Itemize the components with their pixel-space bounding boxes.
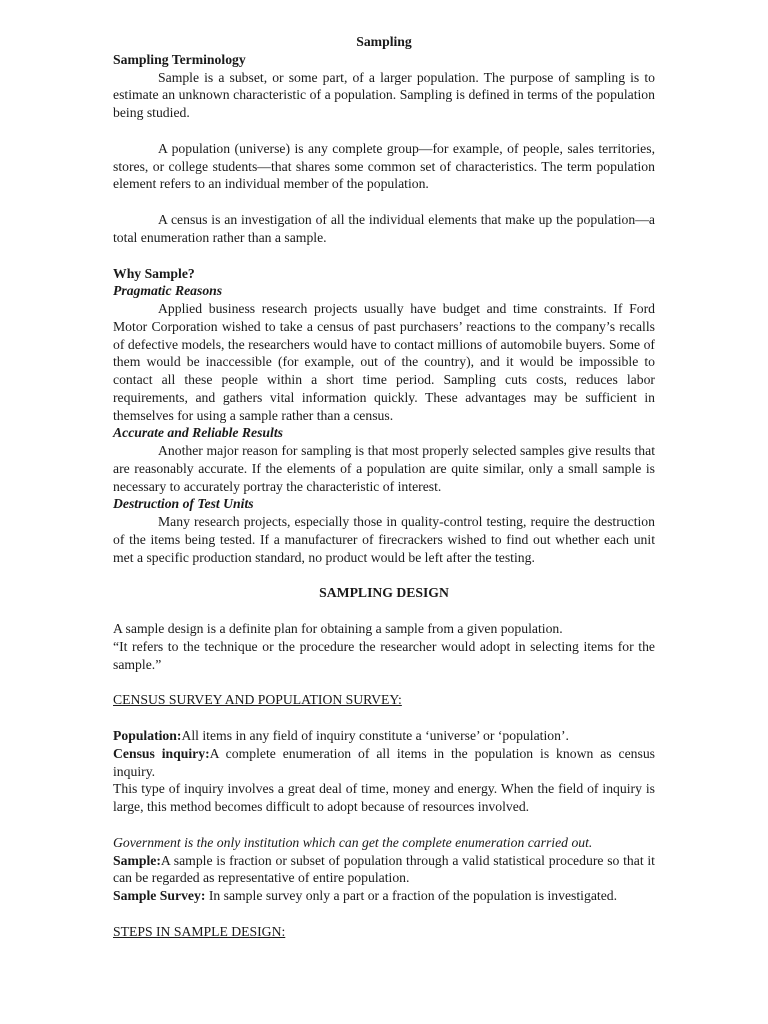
sample-survey-text: In sample survey only a part or a fraction of the population is investigated. [205, 888, 618, 903]
paragraph-destruction-test-units: Many research projects, especially those in quality-control testing, require the destruction of the items being tested. If a manufacturer of firecrackers wished to find out whether each unit met a specific production standard, no product would be left after the testing. [113, 514, 655, 565]
section-heading-why-sample: Why Sample? [113, 265, 195, 281]
sample-label: Sample: [113, 852, 161, 868]
paragraph-design-definition: A sample design is a definite plan for obtaining a sample from a given population. [113, 621, 563, 636]
paragraph-census-definition: A census is an investigation of all the individual elements that make up the population—a total enumeration rather than a sample. [113, 212, 655, 245]
section-heading-steps: STEPS IN SAMPLE DESIGN: [113, 923, 286, 939]
subheading-destruction-test-units: Destruction of Test Units [113, 496, 254, 512]
paragraph-sample [113, 852, 655, 888]
subheading-accurate-results: Accurate and Reliable Results [113, 425, 283, 441]
paragraph-accurate-results: Another major reason for sampling is that most properly selected samples give results that are reasonably accurate. If the elements of a population are quite similar, only a small sample is necessary to accurately portray the characteristic of interest. [113, 443, 655, 494]
paragraph-census-inquiry-note: This type of inquiry involves a great deal of time, money and energy. When the field of inquiry is large, this method becomes difficult to adopt because of resources involved. [113, 781, 655, 814]
census-inquiry-text: A complete enumeration of all items in the population is known as census inquiry. [113, 745, 655, 779]
paragraph-sample-definition: Sample is a subset, or some part, of a larger population. The purpose of sampling is to estimate an unknown characteristic of a population. Sampling is defined in terms of the population being studied. [113, 69, 655, 120]
paragraph-population-definition: A population (universe) is any complete group—for example, of people, sales territories, stores, or college students—that shares some common set of characteristics. The term population element refers to an individual member of the population. [113, 140, 655, 192]
subheading-pragmatic-reasons: Pragmatic Reasons [113, 283, 223, 299]
section-heading-terminology: Sampling Terminology [113, 51, 246, 67]
paragraph-government-note: Government is the only institution which can get the complete enumeration carried out. [113, 834, 593, 850]
paragraph-pragmatic-reasons: Applied business research projects usually have budget and time constraints. If Ford Motor Corporation wished to take a census of past purchasers’ reactions to the company’s recalls of defective models, the researchers would have to contact millions of automobile buyers. Some of them would be inaccessible (for example, out of the country), and it would be impossible to contact all these people within a short time period. Sampling cuts costs, reduces labor requirements, and gathers vital information quickly. These advantages may be sufficient in themselves for using a sample rather than a census. [113, 301, 655, 423]
page-title: Sampling [356, 34, 412, 49]
sample-survey-label: Sample Survey: [113, 888, 206, 903]
paragraph-sample-survey [113, 887, 655, 905]
paragraph-population [113, 727, 655, 745]
section-heading-census-survey: CENSUS SURVEY AND POPULATION SURVEY: [113, 692, 402, 708]
census-inquiry-label: Census inquiry: [113, 745, 210, 761]
population-label: Population: [113, 728, 182, 743]
paragraph-design-quote: “It refers to the technique or the procedure the researcher would adopt in selecting items for the sample.” [113, 638, 655, 672]
document-page [113, 33, 655, 941]
sample-text: A sample is fraction or subset of population through a valid statistical procedure so that it can be regarded as representative of entire population. [113, 852, 655, 886]
section-heading-sampling-design: SAMPLING DESIGN [319, 585, 449, 601]
population-text: All items in any field of inquiry constitute a ‘universe’ or ‘population’. [181, 728, 569, 743]
paragraph-census-inquiry [113, 745, 655, 781]
